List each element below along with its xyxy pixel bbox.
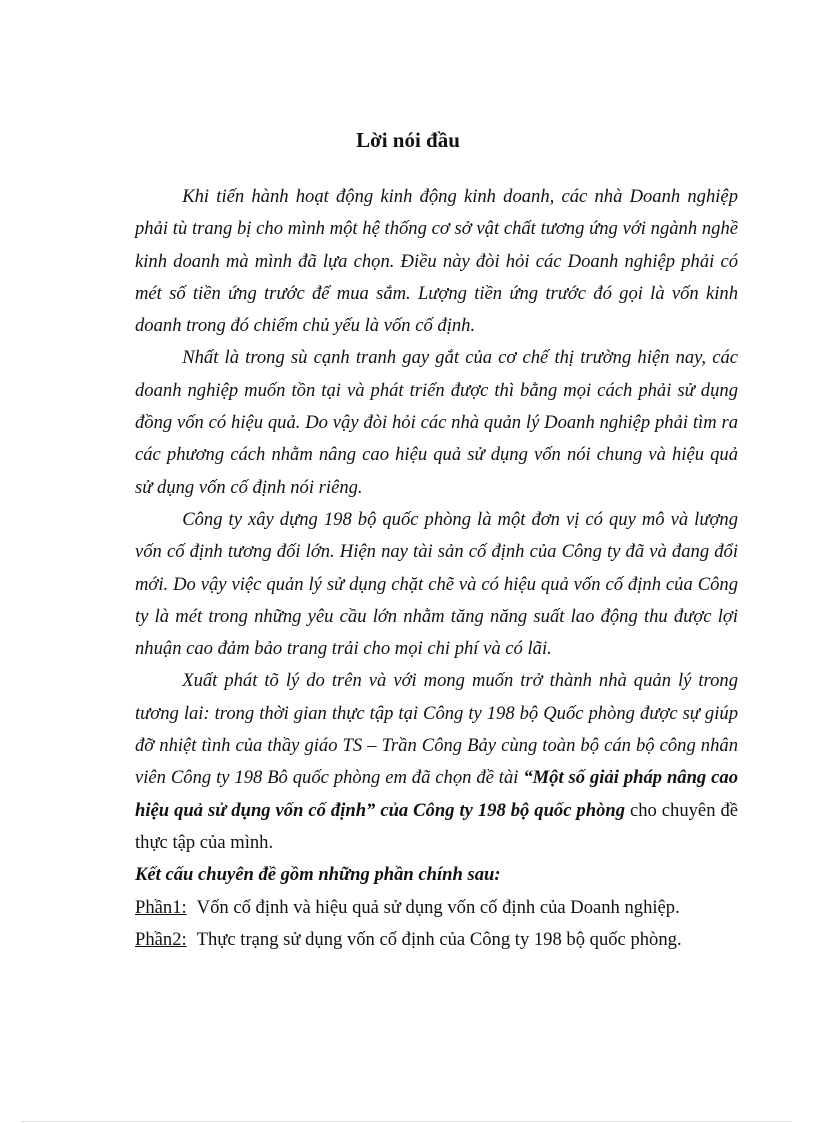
page-title: Lời nói đầu [356, 128, 460, 152]
part-item-2 [135, 924, 738, 956]
paragraph-topic-tail: cho chuyên đề thực tập của mình. [135, 799, 738, 853]
paragraph-intro: Khi tiến hành hoạt động kinh động kinh doanh, các nhà Doanh nghiệp phải tù trang bị cho mình một hệ thống cơ sở vật chất tương ứng với ngành nghề kinh doanh mà mình đã lựa chọn. Điều này đòi hỏi các Doanh nghiệp phải có mét số tiền ứng trước để mua sắm. Lượng tiền ứng trước đó gọi là vốn kinh doanh trong đó chiếm chủ yếu là vốn cố định. [135, 186, 738, 337]
page-bottom-rule [22, 1121, 792, 1122]
paragraph-competition: Nhất là trong sù cạnh tranh gay gắt của cơ chế thị trường hiện nay, các doanh nghiệp muốn tồn tại và phát triển được thì bằng mọi cách phải sử dụng đồng vốn có hiệu quả. Do vậy đòi hỏi các nhà quản lý Doanh nghiệp phải tìm ra các phương cách nhằm nâng cao hiệu quả sử dụng vốn nói chung và hiệu quả sử dụng vốn cố định nói riêng. [135, 347, 738, 498]
document-body [135, 181, 738, 956]
paragraph-company: Công ty xây dựng 198 bộ quốc phòng là một đơn vị có quy mô và lượng vốn cố định tương đối lớn. Hiện nay tài sản cố định của Công ty đã và đang đổi mới. Do vậy việc quản lý sử dụng chặt chẽ và có hiệu quả vốn cố định của Công ty là mét trong những yêu cầu lớn nhằm tăng năng suất lao động thu được lợi nhuận cao đảm bảo trang trải cho mọi chi phí và có lãi. [135, 508, 738, 660]
part-item-1 [135, 892, 738, 924]
part-1-label: Phần1: [135, 896, 187, 918]
part-1-text: Vốn cố định và hiệu quả sử dụng vốn cố định của Doanh nghiệp. [196, 896, 680, 918]
structure-heading [135, 859, 738, 891]
paragraph-topic-lead: Xuất phát tõ lý do trên và với mong muốn trở thành nhà quản lý trong tương lai: trong thời gian thực tập tại Công ty 198 bộ Quốc phòng được sự giúp đỡ nhiệt tình của thầy giáo TS – Trần Công Bảy cùng toàn bộ cán bộ công nhân viên Công ty 198 Bô quốc phòng em đã chọn đề tài [135, 670, 738, 789]
part-2-text: Thực trạng sử dụng vốn cố định của Công ty 198 bộ quốc phòng. [196, 928, 682, 950]
part-2-label: Phần2: [135, 928, 187, 950]
paragraph-topic [135, 665, 738, 859]
topic-title: “Một số giải pháp nâng cao hiệu quả sử dụng vốn cố định” của Công ty 198 bộ quốc phòng [135, 767, 738, 821]
structure-heading-text: Kết cấu chuyên đề gồm những phần chính sau: [135, 864, 501, 886]
